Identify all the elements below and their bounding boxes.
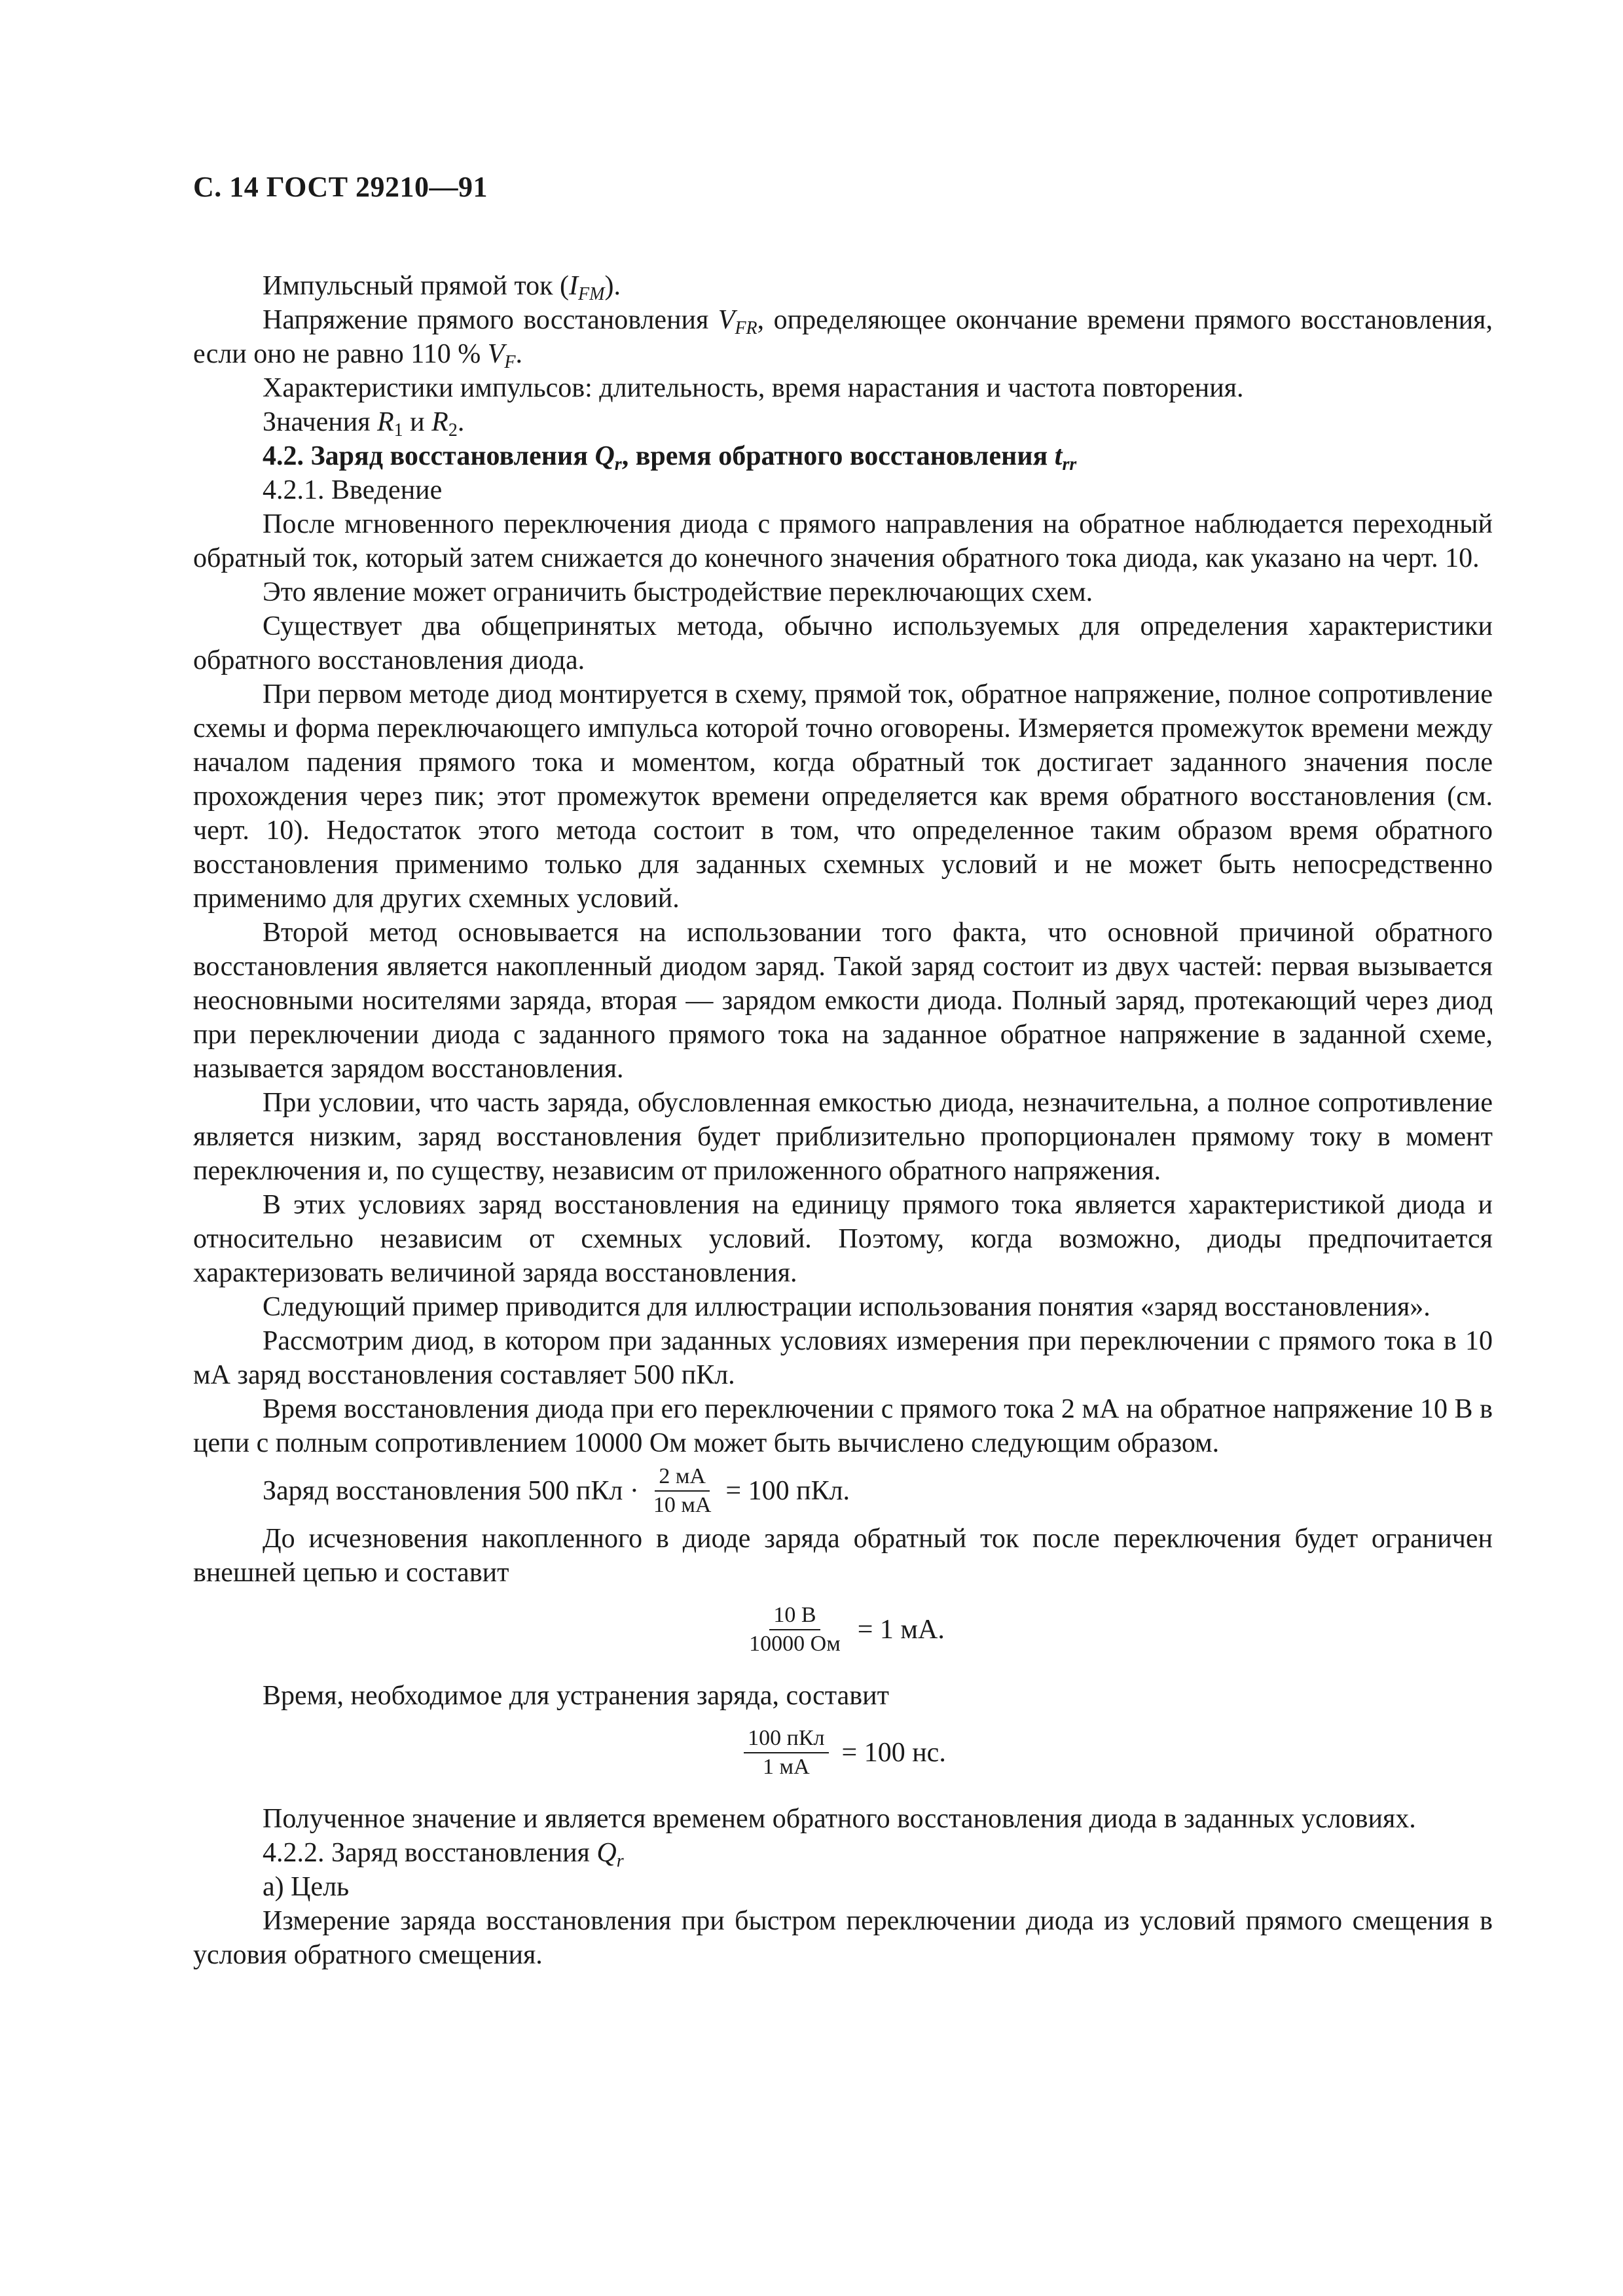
formula-result: = 1 мА. bbox=[857, 1615, 945, 1645]
text: и bbox=[403, 407, 432, 437]
text: Значения bbox=[263, 407, 378, 437]
symbol: V bbox=[718, 305, 735, 335]
subscript: r bbox=[616, 1851, 624, 1871]
text: . bbox=[457, 407, 465, 437]
formula-result: = 100 нс. bbox=[841, 1738, 946, 1768]
paragraph: При условии, что часть заряда, обусловленная емкостью диода, незначительна, а полное сопротивление является низким, заряд восстановления будет приблизительно пропорционален прямому току в момент переключения и, по существу, независим от приложенного обратного напряжения. bbox=[193, 1088, 1493, 1186]
subscript: FR bbox=[735, 318, 757, 338]
text: 4.2. Заряд восстановления bbox=[263, 441, 595, 471]
fraction bbox=[745, 1603, 845, 1657]
symbol: Q bbox=[594, 441, 615, 471]
paragraph: Второй метод основывается на использовании того факта, что основной причиной обратного восстановления является накопленный диодом заряд. Такой заряд состоит из двух частей: первая вызывается неосновными носителями заряда, вторая — зарядом емкости диода. Полный заряд, протекающий через диод при переключении диода с заданного прямого тока на заданное обратное напряжение в заданной схеме, называется зарядом восстановления. bbox=[193, 918, 1493, 1084]
paragraph: Полученное значение и является временем обратного восстановления диода в заданных условиях. bbox=[263, 1804, 1416, 1834]
numerator: 2 мА bbox=[655, 1464, 710, 1492]
subscript: F bbox=[504, 352, 516, 372]
paragraph: Следующий пример приводится для иллюстрации использования понятия «заряд восстановления». bbox=[263, 1292, 1431, 1322]
fraction bbox=[649, 1464, 716, 1518]
paragraph: После мгновенного переключения диода с прямого направления на обратное наблюдается переходный обратный ток, который затем снижается до конечного значения обратного тока диода, как указано на черт. 10. bbox=[193, 509, 1493, 573]
subscript: rr bbox=[1062, 454, 1077, 475]
line-pulse-characteristics: Характеристики импульсов: длительность, время нарастания и частота повторения. bbox=[263, 373, 1244, 403]
text: Импульсный прямой ток ( bbox=[263, 271, 570, 301]
paragraph: Время, необходимое для устранения заряда, составит bbox=[263, 1681, 889, 1711]
numerator: 10 В bbox=[769, 1603, 820, 1630]
subscript: r bbox=[614, 454, 622, 475]
subscript: 1 bbox=[393, 420, 403, 440]
paragraph: При первом методе диод монтируется в схему, прямой ток, обратное напряжение, полное сопротивление схемы и форма переключающего импульса которой точно оговорены. Измеряется промежуток времени между началом падения прямого тока и моментом, когда обратный ток достигает заданного значения после прохождения через пик; этот промежуток времени определяется как время обратного восстановления (см. черт. 10). Недостаток этого метода состоит в том, что определенное таким образом время обратного восстановления применимо только для заданных схемных условий и не может быть непосредственно применимо для других схемных условий. bbox=[193, 679, 1493, 914]
formula-prefix: Заряд восстановления 500 пКл · bbox=[263, 1476, 639, 1506]
line-forward-recovery-voltage bbox=[193, 303, 1493, 371]
symbol: t bbox=[1054, 441, 1063, 471]
denominator: 10 мА bbox=[653, 1493, 712, 1517]
fraction bbox=[744, 1726, 828, 1780]
text: Напряжение прямого восстановления bbox=[263, 305, 718, 335]
subsection-heading-4-2-2 bbox=[193, 1836, 1493, 1870]
text: 4.2.2. Заряд восстановления bbox=[263, 1838, 597, 1868]
text: , время обратного восстановления bbox=[621, 441, 1055, 471]
paragraph: В этих условиях заряд восстановления на единицу прямого тока является характеристикой диода и относительно независим от схемных условий. Поэтому, когда возможно, диоды предпочитается характеризовать величиной заряда восстановления. bbox=[193, 1190, 1493, 1288]
formula-result: = 100 пКл. bbox=[725, 1476, 850, 1506]
paragraph: Существует два общепринятых метода, обычно используемых для определения характеристики обратного восстановления диода. bbox=[193, 611, 1493, 675]
subscript: FM bbox=[578, 284, 605, 304]
symbol: Q bbox=[596, 1838, 617, 1868]
denominator: 10000 Ом bbox=[749, 1632, 841, 1656]
formula-reverse-current bbox=[193, 1603, 1493, 1657]
section-heading-4-2 bbox=[193, 439, 1493, 473]
symbol: V bbox=[487, 339, 505, 369]
line-r-values bbox=[193, 405, 1493, 439]
document-page bbox=[193, 170, 1493, 1972]
paragraph: До исчезновения накопленного в диоде заряда обратный ток после переключения будет ограничен внешней цепью и составит bbox=[193, 1524, 1493, 1588]
paragraph: Рассмотрим диод, в котором при заданных условиях измерения при переключении с прямого тока в 10 мА заряд восстановления составляет 500 пКл. bbox=[193, 1326, 1493, 1390]
page-header: С. 14 ГОСТ 29210—91 bbox=[193, 171, 488, 203]
denominator: 1 мА bbox=[763, 1755, 810, 1779]
text: , определяющее окончание времени прямого восстановления, если оно не равно 110 % bbox=[193, 305, 1493, 369]
line-pulse-current bbox=[193, 269, 1493, 303]
text: ). bbox=[604, 271, 621, 301]
subsection-heading-4-2-1: 4.2.1. Введение bbox=[263, 475, 443, 505]
paragraph: Измерение заряда восстановления при быстром переключении диода из условий прямого смещения в условия обратного смещения. bbox=[193, 1906, 1493, 1970]
subscript: 2 bbox=[448, 420, 458, 440]
symbol: R bbox=[377, 407, 394, 437]
formula-recovery-charge bbox=[193, 1464, 1493, 1518]
list-item-purpose: а) Цель bbox=[263, 1872, 350, 1902]
formula-recovery-time bbox=[193, 1726, 1493, 1780]
symbol: I bbox=[569, 271, 579, 301]
numerator: 100 пКл bbox=[744, 1726, 828, 1753]
paragraph: Это явление может ограничить быстродействие переключающих схем. bbox=[263, 577, 1093, 607]
symbol: R bbox=[431, 407, 448, 437]
paragraph: Время восстановления диода при его переключении с прямого тока 2 мА на обратное напряжение 10 В в цепи с полным сопротивлением 10000 Ом может быть вычислено следующим образом. bbox=[193, 1394, 1493, 1458]
text: . bbox=[515, 339, 523, 369]
